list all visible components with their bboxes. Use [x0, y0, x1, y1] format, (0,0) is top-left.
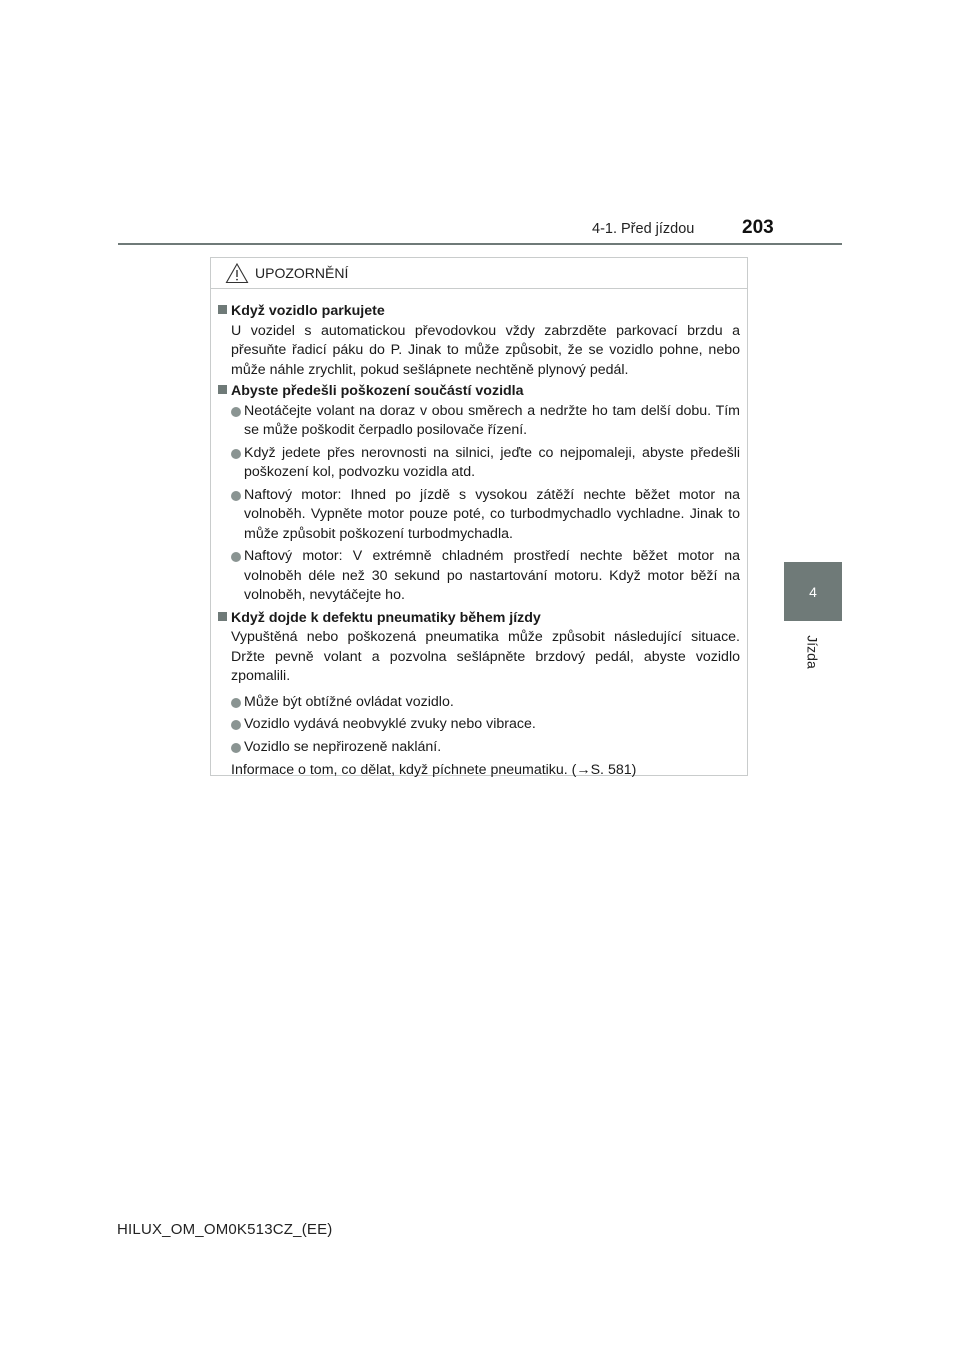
- circle-bullet-icon: [231, 449, 241, 459]
- warning-box: [210, 257, 748, 776]
- bullet-item: Může být obtížné ovládat vozidlo.: [218, 693, 740, 713]
- section-heading: Když dojde k defektu pneumatiky během jízdy: [218, 609, 740, 629]
- bullet-item: Vozidlo se nepřirozeně naklání.: [218, 738, 740, 758]
- warning-title: UPOZORNĚNÍ: [255, 265, 349, 281]
- circle-bullet-icon: [231, 552, 241, 562]
- circle-bullet-icon: [231, 720, 241, 730]
- document-code: HILUX_OM_OM0K513CZ_(EE): [117, 1221, 333, 1238]
- bullet-item: Naftový motor: V extrémně chladném prostředí nechte běžet motor na volnoběh déle než 30 sekund po nastartování motoru. Když motor běží na volnoběh, nevytáčejte ho.: [218, 547, 740, 606]
- circle-bullet-icon: [231, 743, 241, 753]
- warning-header: [211, 258, 747, 289]
- circle-bullet-icon: [231, 491, 241, 501]
- bullet-item: Vozidlo vydává neobvyklé zvuky nebo vibrace.: [218, 715, 740, 735]
- bullet-item: Neotáčejte volant na doraz v obou směrech a nedržte ho tam delší dobu. Tím se může poškodit čerpadlo posilovače řízení.: [218, 402, 740, 441]
- warning-triangle-icon: [225, 262, 249, 284]
- page-number: 203: [742, 217, 774, 238]
- bullet-item: Když jedete přes nerovnosti na silnici, jeďte co nejpomaleji, abyste předešli poškození kol, podvozku vozidla atd.: [218, 444, 740, 483]
- chapter-label-container: [784, 622, 842, 682]
- section-heading: Abyste předešli poškození součástí vozidla: [218, 382, 740, 402]
- paragraph: Informace o tom, co dělat, když píchnete pneumatiku. (→S. 581): [231, 762, 637, 778]
- square-bullet-icon: [218, 612, 227, 621]
- paragraph: U vozidel s automatickou převodovkou vždy zabrzděte parkovací brzdu a přesuňte řadicí páku do P. Jinak to může způsobit, že se vozidlo pohne, nebo může náhle zrychlit, pokud sešlápnete nechtěně plynový pedál.: [231, 322, 740, 378]
- square-bullet-icon: [218, 385, 227, 394]
- warning-body: [211, 289, 747, 781]
- circle-bullet-icon: [231, 698, 241, 708]
- section-title: 4-1. Před jízdou: [592, 221, 695, 237]
- chapter-tab: [784, 562, 842, 621]
- circle-bullet-icon: [231, 407, 241, 417]
- square-bullet-icon: [218, 305, 227, 314]
- header-divider: [118, 243, 842, 245]
- section-heading: Když vozidlo parkujete: [218, 302, 740, 322]
- paragraph: Vypuštěná nebo poškozená pneumatika může způsobit následující situace. Držte pevně volant a pozvolna sešlápněte brzdový pedál, abyste vozidlo zpomalili.: [231, 629, 740, 684]
- chapter-label: Jízda: [805, 635, 821, 669]
- chapter-number: 4: [809, 583, 817, 600]
- bullet-item: Naftový motor: Ihned po jízdě s vysokou zátěží nechte běžet motor na volnoběh. Vypněte motor pouze poté, co turbodmychadlo vychladne. Jinak to může způsobit poškození turbodmychadla.: [218, 486, 740, 545]
